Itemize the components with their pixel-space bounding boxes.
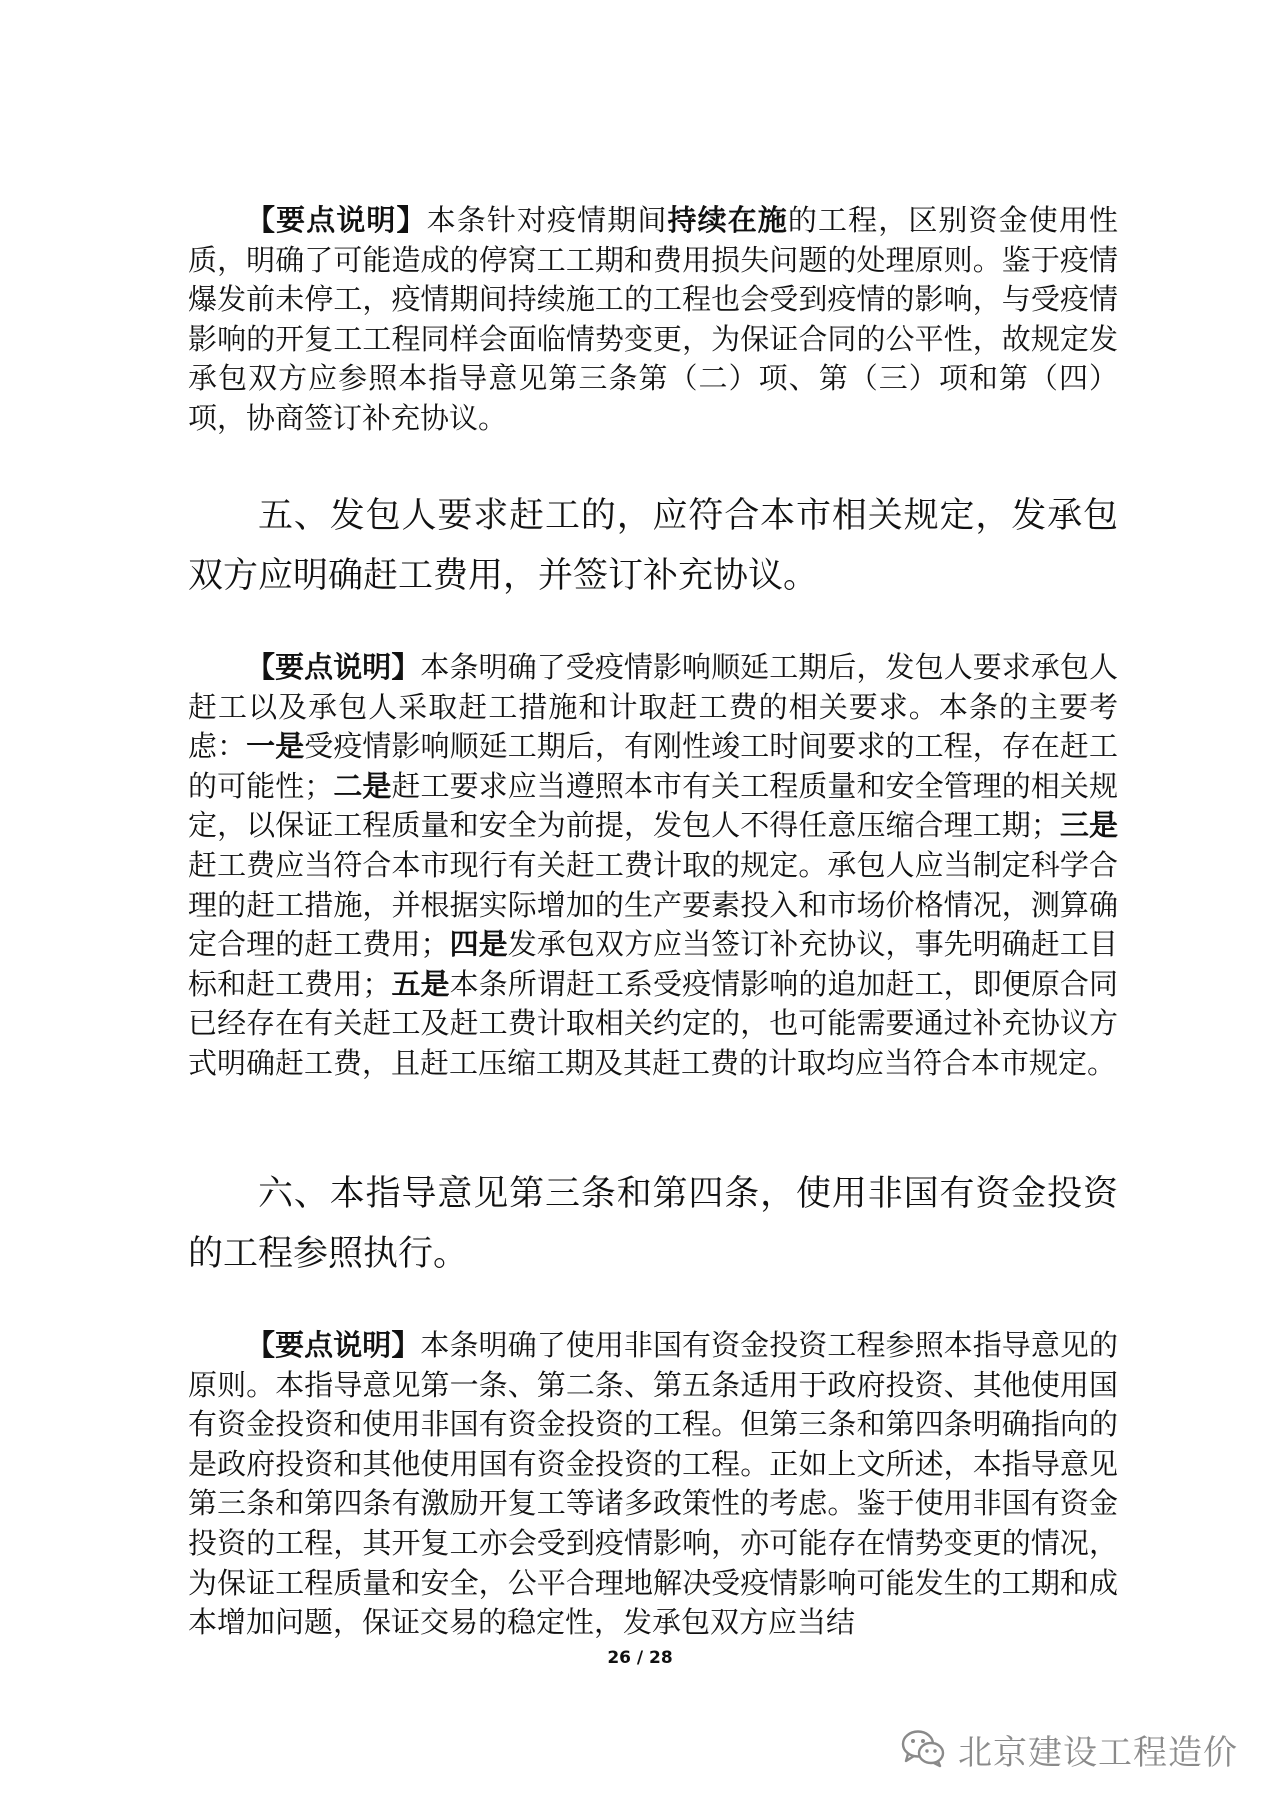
heading-text: 六、本指导意见第三条和第四条，使用非国有资金投资的工程参照执行。 (188, 1174, 1118, 1274)
key-point-note-3 (188, 1326, 1118, 1643)
note-emphasis: 一是 (246, 729, 305, 764)
note-label: 【要点说明】 (246, 1328, 421, 1362)
key-point-note-1 (188, 201, 1118, 439)
note-text: 发承包双方应当签订补充协议，事先明确赶工目标和赶工费用； (188, 927, 1118, 1001)
note-paragraph (188, 201, 1118, 439)
note-text: 本条针对疫情期间 (426, 203, 668, 237)
note-text: 的工程，区别资金使用性质，明确了可能造成的停窝工工期和费用损失问题的处理原则。鉴于疫情爆发前未停工，疫情期间持续施工的工程也会受到疫情的影响，与受疫情影响的开复工工程同样会面临情势变更，为保证合同的公平性，故规定发承包双方应参照本指导意见第三条第（二）项、第（三）项和第（四）项，协商签订补充协议。 (188, 203, 1118, 435)
note-emphasis: 四是 (449, 927, 508, 962)
note-text: 本条明确了使用非国有资金投资工程参照本指导意见的原则。本指导意见第一条、第二条、第五条适用于政府投资、其他使用国有资金投资和使用非国有资金投资的工程。但第三条和第四条明确指向的是政府投资和其他使用国有资金投资的工程。正如上文所述，本指导意见第三条和第四条有激励开复工等诸多政策性的考虑。鉴于使用非国有资金投资的工程，其开复工亦会受到疫情影响，亦可能存在情势变更的情况，为保证工程质量和安全，公平合理地解决受疫情影响可能发生的工期和成本增加问题，保证交易的稳定性，发承包双方应当结 (188, 1328, 1118, 1640)
page-number: 26 / 28 (607, 1648, 673, 1668)
watermark (900, 1725, 1238, 1774)
note-paragraph (188, 648, 1118, 1084)
note-text: 受疫情影响顺延工期后，有刚性竣工时间要求的工程，存在赶工的可能性； (188, 729, 1118, 803)
heading-text: 五、发包人要求赶工的，应符合本市相关规定，发承包双方应明确赶工费用，并签订补充协议。 (188, 496, 1118, 596)
note-text: 本条明确了受疫情影响顺延工期后，发包人要求承包人赶工以及承包人采取赶工措施和计取赶工费的相关要求。本条的主要考虑： (188, 650, 1118, 764)
note-paragraph (188, 1326, 1118, 1643)
note-text: 赶工要求应当遵照本市有关工程质量和安全管理的相关规定，以保证工程质量和安全为前提，发包人不得任意压缩合理工期； (188, 768, 1118, 843)
note-label: 【要点说明】 (246, 650, 421, 684)
note-text: 本条所谓赶工系受疫情影响的追加赶工，即便原合同已经存在有关赶工及赶工费计取相关约定的，也可能需要通过补充协议方式明确赶工费，且赶工压缩工期及其赶工费的计取均应当符合本市规定。 (188, 966, 1118, 1080)
note-emphasis: 三是 (1059, 808, 1118, 843)
section-heading-5 (188, 486, 1118, 606)
key-point-note-2 (188, 648, 1118, 1084)
section-heading-6 (188, 1164, 1118, 1284)
note-emphasis: 五是 (391, 966, 450, 1001)
wechat-icon (900, 1728, 946, 1772)
watermark-text: 北京建设工程造价 (958, 1733, 1238, 1773)
note-text: 赶工费应当符合本市现行有关赶工费计取的规定。承包人应当制定科学合理的赶工措施，并根据实际增加的生产要素投入和市场价格情况，测算确定合理的赶工费用； (188, 847, 1118, 962)
note-label: 【要点说明】 (246, 203, 427, 237)
note-emphasis: 持续在施 (667, 203, 788, 237)
note-emphasis: 二是 (333, 768, 392, 803)
